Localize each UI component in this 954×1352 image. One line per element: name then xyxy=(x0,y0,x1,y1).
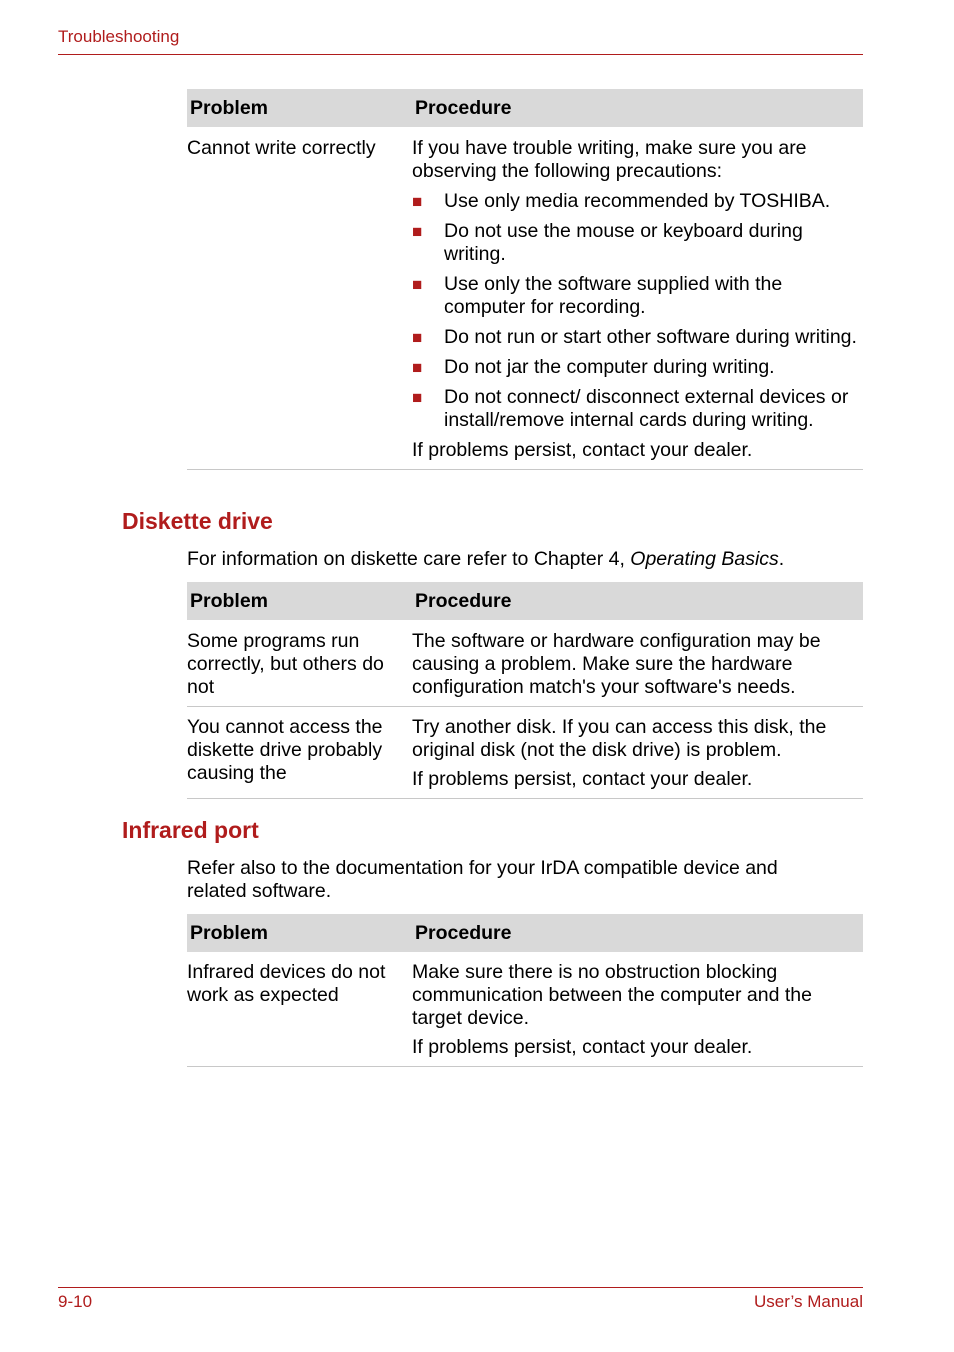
procedure-cell: Try another disk. If you can access this disk, the original disk (not the disk drive) is problem. If problems persist, contact your dealer. xyxy=(412,716,863,791)
procedure-column-header: Procedure xyxy=(415,921,512,944)
infrared-intro: Refer also to the documentation for your IrDA compatible device and related software. xyxy=(187,857,778,902)
procedure-closing: If problems persist, contact your dealer. xyxy=(412,439,753,461)
bullet-square-icon: ■ xyxy=(412,275,423,294)
table-header xyxy=(187,582,863,620)
bullet-item: ■ Use only the software supplied with the computer for recording. xyxy=(412,273,783,318)
bullet-square-icon: ■ xyxy=(412,222,423,241)
table-header xyxy=(187,914,863,952)
bullet-square-icon: ■ xyxy=(412,328,423,347)
manual-title: User’s Manual xyxy=(754,1292,863,1311)
bullet-item: ■ Do not use the mouse or keyboard during writing. xyxy=(412,220,803,265)
bullet-square-icon: ■ xyxy=(412,388,423,407)
bullet-square-icon: ■ xyxy=(412,358,423,377)
problem-cell: Cannot write correctly xyxy=(187,137,376,159)
problem-cell: Infrared devices do not work as expected xyxy=(187,961,386,1006)
procedure-cell xyxy=(412,137,863,462)
procedure-closing: If problems persist, contact your dealer. xyxy=(412,768,753,790)
page-number: 9-10 xyxy=(58,1292,93,1311)
problem-column-header: Problem xyxy=(190,96,269,119)
table-row xyxy=(187,952,863,1067)
procedure-cell: Make sure there is no obstruction blocking communication between the computer and the target device. If problems persist, contact your dealer. xyxy=(412,961,863,1059)
bullet-square-icon: ■ xyxy=(412,192,423,211)
procedure-cell: The software or hardware configuration may be causing a problem. Make sure the hardware configuration match's your software's needs. xyxy=(412,630,821,698)
table-writing xyxy=(187,89,863,470)
bullet-item: ■ Do not jar the computer during writing. xyxy=(412,356,775,378)
table-row xyxy=(187,707,863,799)
problem-cell: Some programs run correctly, but others do not xyxy=(187,630,384,698)
section-heading-infrared: Infrared port xyxy=(122,817,259,843)
table-header xyxy=(187,89,863,127)
procedure-column-header: Procedure xyxy=(415,589,512,612)
problem-column-header: Problem xyxy=(190,589,269,612)
bullet-item: ■ Do not run or start other software during writing. xyxy=(412,326,857,348)
header-rule xyxy=(58,54,863,55)
footer-rule xyxy=(58,1287,863,1288)
problem-cell: You cannot access the diskette drive probably causing the xyxy=(187,716,383,784)
procedure-intro: If you have trouble writing, make sure you are observing the following precautions: xyxy=(412,137,807,182)
procedure-column-header: Procedure xyxy=(415,96,512,119)
table-row xyxy=(187,620,863,707)
chapter-reference: Operating Basics xyxy=(630,548,779,570)
table-diskette xyxy=(187,582,863,799)
running-header: Troubleshooting xyxy=(58,27,180,46)
section-heading-diskette: Diskette drive xyxy=(122,508,273,534)
table-row xyxy=(187,127,863,470)
table-infrared xyxy=(187,914,863,1067)
bullet-item: ■ Use only media recommended by TOSHIBA. xyxy=(412,190,831,212)
procedure-closing: If problems persist, contact your dealer. xyxy=(412,1036,753,1058)
problem-column-header: Problem xyxy=(190,921,269,944)
diskette-intro: For information on diskette care refer to Chapter 4, Operating Basics. xyxy=(187,548,785,570)
bullet-item: ■ Do not connect/ disconnect external devices or install/remove internal cards during writing. xyxy=(412,386,849,431)
